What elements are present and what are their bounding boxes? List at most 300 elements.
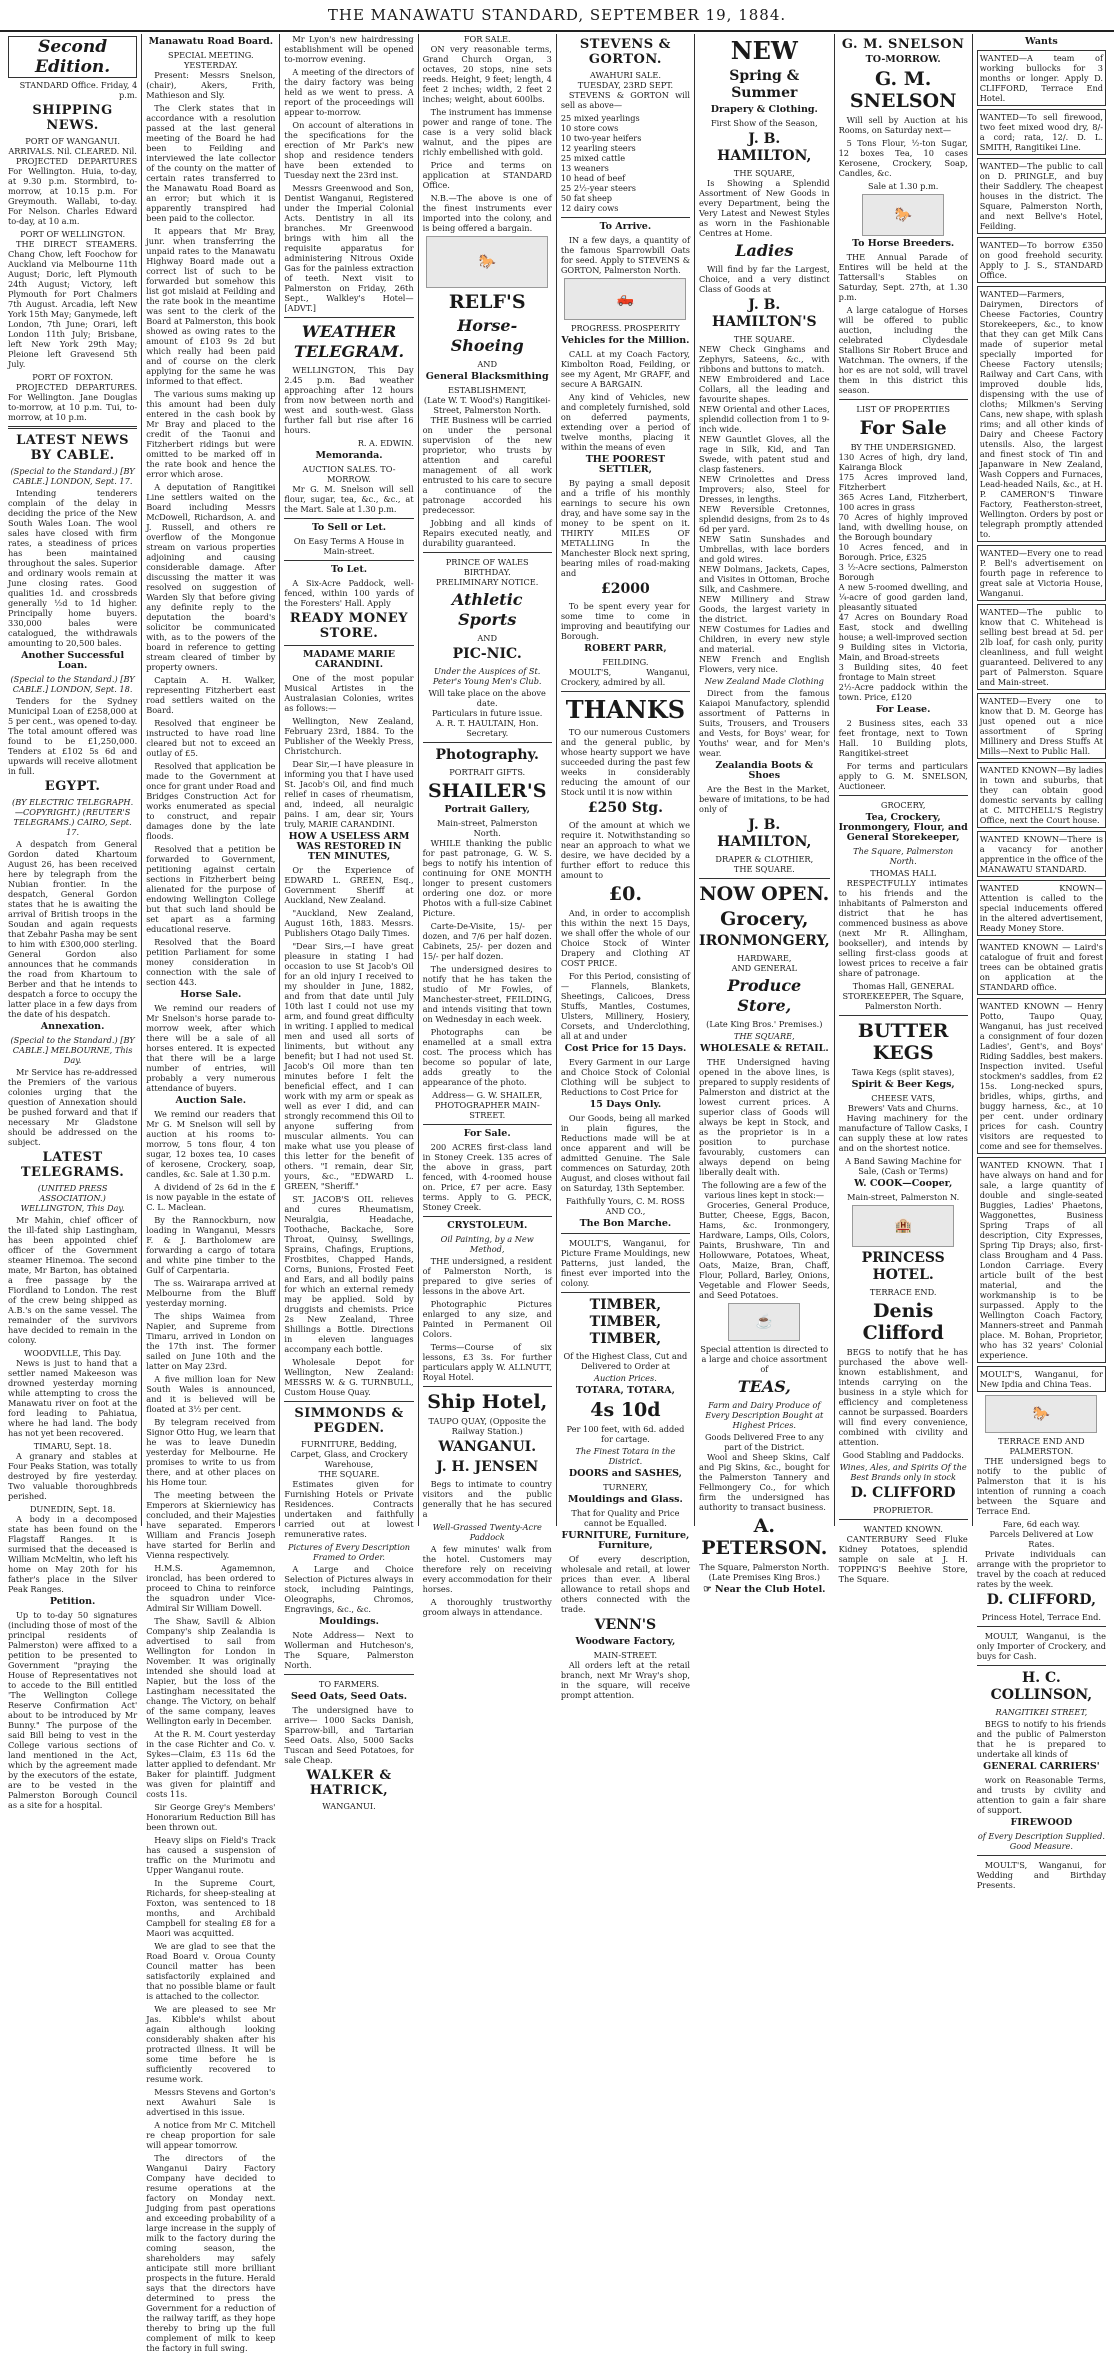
coach-illustration-2: 🐎 (985, 1395, 1097, 1433)
list-item: 47 Acres on Boundary Road East, stock and dwelling house; a well-improved section (838, 612, 968, 642)
establishment-address: (Late W. T. Wood's) Rangitikei-Street, Palmerston North. (423, 395, 551, 415)
draper-clothier: DRAPER & CLOTHIER, (715, 854, 814, 864)
auction-prices: Auction Prices. (594, 1373, 657, 1383)
picnic-club: Under the Auspices of St. Peter's Young Men's Club. (432, 666, 542, 686)
for-sale: For Sale (859, 417, 947, 439)
stabling: Good Stabling and Paddocks. (842, 1450, 964, 1460)
office-line: STANDARD Office. Friday, 4 p.m. (19, 80, 138, 100)
following: The following are a few of the various lines kept in stock:— (702, 1180, 827, 1200)
auction-p18: A notice from Mr C. Mitchell re cheap proportion for sale will appear tomorrow. (146, 2120, 276, 2150)
memo-sub: AUCTION SALES. TO-MORROW. (302, 464, 396, 484)
butter-kegs: BUTTER KEGS (857, 1020, 949, 1064)
near-club-text: Near the Club Hotel. (714, 1584, 826, 1595)
denis-clifford: Denis Clifford (862, 1300, 944, 1344)
portrait-gifts: PORTRAIT GIFTS. (449, 767, 526, 777)
stg-amount: £250 Stg. (587, 800, 663, 816)
list-of-properties: LIST OF PROPERTIES (856, 404, 950, 414)
snelson-p1: Will sell by Auction at his Rooms, on Saturday next— (838, 115, 968, 135)
weather-heading: WEATHER TELEGRAM. (293, 322, 405, 361)
list-item: NEW Gauntlet Gloves, all the rage in Silk, Kid, and Tan Swede, with patent stud and clasp fasteners. (699, 434, 830, 474)
thanks: THANKS (565, 695, 686, 724)
grocery-text: Tea, Crockery, Ironmongery, Flour, and General Storekeeper, (838, 812, 968, 843)
thanks-p6: Our Goods, being all marked in plain figures, the Reductions made will be at once apparent and will be admitted Genuine. The Sale commences on Saturday, 20th August, and closes without fail on Saturday, 13th September. (560, 1113, 691, 1193)
rule (284, 1401, 413, 1402)
want-ad: WANTED—Farmers, Dairymen, Directors of Cheese Factories, Country Storekeepers, &c., to know that they can get Milk Cans made of superior metal specially imported for Cheese Factory utensils; Railway and Cart Cans, with improved double lids, dispensing with the use of cloths; Milkmen's Serving Cans, new shape, with splash rims; and all other kinds of Dairy and Cheese Factory utensils. Also, the largest and finest stock of Tin and Japanware in New Zealand, Wash Coppers and Furnaces, Lead-headed Nails, &c., at H. P. CAMERON'S Tinware Factory, Featherston-street, Wellington. Orders by post or telegraph promptly attended to. (977, 286, 1106, 542)
egypt-heading: EGYPT. (44, 779, 101, 794)
simmonds-sub: FURNITURE, Bedding, Carpet, Glass, and Crockery Warehouse, (290, 1439, 408, 1469)
timber-p4: Of every description, wholesale and retail, at lower prices than ever. A liberal allowance to retail shops and others connected with the trade. (560, 1554, 691, 1614)
the-square-3: THE SQUARE. (733, 864, 795, 874)
want-ad: WANTED KNOWN — Henry Potto, Taupo Quay, Wanganui, has just received a consignment of four dozen Ladies', Gent's, and Boys' Riding Saddles, best makers. Inspection invited. Useful stockmen's saddles, from £2 15s. Long-necked spurs, bridles, whips, girths, and buggy harness, &c., at 10 per cent. under ordinary prices for cash. Country visitors are requested to come and see for themselves. (977, 998, 1106, 1154)
awahuri-sale: AWAHURI SALE. (589, 70, 661, 80)
tomorrow: TO-MORROW. (865, 54, 941, 65)
princess-hotel: PRINCESS HOTEL. (861, 1250, 945, 1283)
zero-amount: £0. (608, 883, 642, 905)
and-general: AND GENERAL (731, 963, 797, 973)
photography: Photography. (435, 747, 539, 763)
days-only: 15 Days Only. (589, 1099, 662, 1110)
list-item: 365 Acres Land, Fitzherbert, 100 acres in grass (838, 492, 968, 512)
timaru-dateline: TIMARU, Sept. 18. (33, 1441, 112, 1451)
auction-p8: The meeting between the Emperors at Skierniewicy has concluded, and their Majesties have separated. Emperors William and Francis Joseph have started for Berlin and Vienna respectively. (146, 1490, 276, 1560)
thanks-p2: Of the amount at which we require it. Notwithstanding so near an approach to what we desire, we have decided by a further effort to reduce this amount to (560, 820, 691, 880)
list-item: NEW French and English Flowers, very nice. (699, 654, 830, 674)
lease-text: 2 Business sites, each 33 feet frontage, next to Town Hall. 10 Building plots, Rangitikei-street (838, 718, 968, 758)
want-ad: WANTED KNOWN — Laird's catalogue of fruit and forest trees can be obtained gratis on application at the STANDARD office. (977, 939, 1106, 995)
wholesale-retail: WHOLESALE & RETAIL. (699, 1043, 829, 1054)
hamiltons: J. B. HAMILTON'S (711, 297, 817, 330)
shailer-p3: The undersigned desires to notify that he has taken the studio of Mr Fowles, of Manchester-street, FEILDING, and intends visiting that town on Wednesday in each week. (422, 964, 552, 1024)
zealandia-boots: Zealandia Boots & Shoes (715, 760, 814, 781)
picnic-particulars: Particulars in future issue. (432, 708, 543, 718)
tolet-text: On Easy Terms A House in Main-street. (293, 536, 405, 556)
carandini-heading: MADAME MARIE CARANDINI. (302, 649, 396, 670)
loan-heading: Another Successful Loan. (21, 650, 125, 671)
masthead: THE MANAWATU STANDARD, SEPTEMBER 19, 1884. (0, 0, 1114, 32)
list-item: NEW Millinery and Straw Goods, the largest variety in the district. (699, 594, 830, 624)
grocery-square: The Square, Palmerston North. (853, 846, 954, 866)
list-item: 3 ½-Acre sections, Palmerston Borough (838, 562, 968, 582)
by-undersigned: BY THE UNDERSIGNED. (850, 442, 956, 452)
open-text: THE Undersigned having opened in the above lines, is prepared to supply residents of Palmerston and district at the lowest current prices. A superior class of Goods will always be kept in Stock, and as the proprietor is in a position to purchase favourably, customers can always depend on being liberally dealt with. (699, 1057, 830, 1177)
wanted-text: CANTERBURY Seed Fluke Kidney Potatoes, splendid sample on sale at J. H. TOPPING'S Beehive Store, The Square. (838, 1534, 968, 1584)
oil-p3: Terms—Course of six lessons, £3 3s. For further particulars apply W. ALLNUTT, Royal Hotel. (422, 1342, 552, 1382)
cook-cooper: W. COOK—Cooper, (854, 1178, 953, 1189)
rule (284, 317, 413, 318)
useless-arm-heading: HOW A USELESS ARM WAS RESTORED IN TEN MINUTES, (288, 831, 410, 862)
list-item: 10 head of beef (560, 173, 626, 183)
ironmongery: IRONMONGERY, (699, 933, 830, 949)
timber-p3: That for Quality and Price cannot be Equalled. (571, 1508, 680, 1528)
seed-oats-heading: Seed Oats, Seed Oats. (290, 1691, 408, 1702)
organ-p3: Price and terms on application at STANDARD Office. (422, 160, 552, 190)
want-ad: WANTED—A team of working bullocks for 3 months or longer. Apply D. CLIFFORD, Terrace End Hotel. (977, 50, 1106, 106)
walker-place: WANGANUI. (322, 1801, 376, 1811)
list-item: NEW Oriental and other Laces, splendid collection from 1 to 9-inch wide. (699, 404, 830, 434)
stevens-gorton: STEVENS & GORTON. (579, 37, 671, 67)
let-text: A Six-Acre Paddock, well-fenced, within 100 yards of the Foresters' Hall. Apply (284, 578, 414, 608)
carandini-p3: Dear Sir,—I have pleasure in informing you that I have used St. Jacob's Oil, and find much relief in cases of rheumatism, and, indeed, all neuralgic pains. I am, dear sir, Yours truly, MARIE CARANDINI. (284, 759, 414, 829)
rule (839, 399, 968, 400)
oil-p2: Photographic Pictures enlarged to any size, and Painted in Permanent Oil Colors. (422, 1299, 552, 1339)
petition-text: Up to to-day 50 signatures (including those of most of the principal residents of Palmerston) were affixed to a petition to be presented to Government "praying the House of Representatives not to accede to the Bill entitled 'The Wellington College Reserve Confirmation Act' about to be introduced by Mr Bunny." The purpose of the said Bill being to vest in the College various sections of land mentioned in the Act, which by the agreement made by the executors of the estate, are to be vested in the Palmerston Borough Council as a site for a hospital. (8, 1610, 138, 1810)
annex-text: Mr Service has re-addressed the Premiers of the various colonies urging that the question of Annexation should be pushed forward and that if necessary Mr Gladstone should be addressed on the subject. (8, 1067, 138, 1147)
auction-p19: The directors of the Wanganui Dairy Factory Company have decided to resume operations at the factory on Monday next. Judging from past operations and exceeding probability of a large increase in the supply of milk to the factory during the coming season, the shareholders may safely anticipate still more brilliant prospects in the future. Herald says that the directors have determined to press the Government for a reduction of the railway tariff, as they hope thereby to bring up the full complement of milk to keep the factory in full swing. (146, 2153, 276, 2353)
list-item: NEW Embroidered and Lace Collars, all the leading and favourite shapes. (699, 374, 830, 404)
board-p2: The Clerk states that in accordance with a resolution passed at the last general meeting of the Board he had been to Feilding and interviewed the late collector of the county on the matter of certain rates transferred to the Manawatu Road Board as an error; but which it is apparently transpired had been paid to the collector. (146, 103, 276, 223)
auction-p16: We are pleased to see Mr Jas. Kibble's whilst about again although looking considerably shaken after his protracted illness. It will be some time before he is sufficiently recovered to resume work. (146, 2004, 276, 2084)
relf-text-2: Jobbing and all kinds of Repairs executed neatly, and durability guaranteed. (422, 518, 552, 548)
cost-price: Cost Price for 15 Days. (564, 1043, 687, 1054)
for-lease: For Lease. (875, 704, 931, 715)
oil-p1: THE undersigned, a resident of Palmerston North, is prepared to give series of lessons in the above Art. (422, 1256, 552, 1296)
wellington-port: PORT OF WELLINGTON. (20, 229, 126, 239)
relf-text: THE Business will be carried on under the personal supervision of the new proprietor, who trusts by attention and careful management of all work entrusted to his care to secure a continuance of the patronage accorded his predecessor. (422, 415, 552, 515)
arrivals: ARRIVALS. Nil. CLEARED. Nil. (8, 146, 137, 156)
latest-heading: LATEST TELEGRAMS. (20, 1150, 125, 1180)
moult-frames: MOULT'S, Wanganui, for Picture Frame Mouldings, new Patterns, just landed, the finest ever imported into the colony. (560, 1238, 691, 1288)
egypt-text: A despatch from General Gordon dated Khartoum August 26, has been received here by telegraph from the Nubian frontier. In the despatch, General Gordon states that he is awaiting the arrival of British troops in the Soudan and again requests that Zebahr Pasha may be sent to him with £300,000 sterling. General Gordon also announces that he commands the road from Khartoum to Berber and that he intends to despatch a force to occupy the latter place in a few days from the date of his despatch. (8, 839, 138, 1019)
cable-sub: (Special to the Standard.) [BY CABLE.] LONDON, Sept. 17. (10, 466, 135, 486)
horse-sale-heading: Horse Sale. (180, 989, 242, 1000)
hotel-illustration: 🏨 (852, 1205, 954, 1247)
thanks-p3: And, in order to accomplish this within the next 15 Days, we shall offer the whole of our Choice Stock of Winter Drapery and Clothing AT COST PRICE. (560, 908, 691, 968)
wanted-known: WANTED KNOWN. (863, 1524, 943, 1534)
property-list (839, 452, 968, 702)
ross: Faithfully Yours, C. M. ROSS AND CO., (565, 1196, 685, 1216)
column-2 (141, 34, 279, 2353)
pictures-heading: Pictures of Every Description Framed to Order. (287, 1542, 411, 1562)
rule (284, 560, 413, 561)
ladies-text: Will find by far the Largest, Choice, and a very distinct Class of Goods at (699, 264, 830, 294)
zealandia-text: Are the Best in the Market, beware of imitations, to be had only of (699, 784, 830, 814)
board-heading: Manawatu Road Board. (148, 36, 274, 47)
forsale2-heading: For Sale. (463, 1128, 511, 1139)
carandini-p2: Wellington, New Zealand, February 23rd, 1884. To the Publisher of the Weekly Press, Christchurch. (284, 716, 414, 756)
furniture: FURNITURE, Furniture, Furniture, (561, 1530, 690, 1551)
want-ad: WANTED KNOWN—There is a vacancy for another apprentice in the office of the MANAWATU STANDARD. (977, 831, 1106, 877)
hall-text: RESPECTFULLY intimates to his friends and the inhabitants of Palmerston and district that he has commenced business as above (next Mr R. Allingham, bookseller), and intends by selling first-class goods at lowest prices to receive a fair share of patronage. (838, 878, 968, 978)
ready-money-store: READY MONEY STORE. (289, 611, 409, 641)
want-ad: WANTED KNOWN—By ladies in town and suburbs, that they can obtain good domestic servants by calling at C. MITCHELL'S Registry Office, next the Court house. (977, 762, 1106, 828)
pictures-text: A Large and Choice Selection of Pictures always in stock, including Paintings, Oleographs, Chromos, Engravings, &c., &c. (284, 1564, 414, 1614)
venns: VENN'S (594, 1617, 657, 1633)
feilding: FEILDING. (602, 657, 649, 667)
list-item: NEW Crinolettes and Dress Improvers; also, Steel for Dresses, in lengths. (699, 474, 830, 504)
wanganui: WANGANUI. (438, 1439, 537, 1455)
list-item: 12 dairy cows (560, 203, 619, 213)
shailer-p1: WHILE thanking the public for past patronage, G. W. S. begs to notify his intention of continuing for ONE MONTH longer to present customers ordering one doz. or more Photos with a full-size Cabinet Picture. (422, 838, 552, 918)
weather-text: WELLINGTON, This Day 2.45 p.m. Bad weather approaching after 12 hours from now between north and west and south-west. Glass further fall but rise after 16 hours. (284, 365, 414, 435)
auction-p15: We are glad to see that the Road Board v. Oroua County Council matter has been satisfactorily explained and that no possible blame or fault is attached to the collector. (146, 1941, 276, 2001)
timaru-text: A granary and stables at Four Peaks Station, was totally destroyed by fire yesterday. Two valuable thoroughbreds perished. (8, 1451, 138, 1501)
rule (977, 1855, 1106, 1856)
auction-p6: A five million loan for New South Wales is announced, and it is believed will be floated at 3½ per cent. (146, 1374, 276, 1414)
jensen-p1: Begs to intimate to country visitors and the public generally that he has secured a (422, 1479, 552, 1519)
rule (284, 518, 413, 519)
rule (423, 1124, 552, 1125)
lines-text: Groceries, General Produce, Butter, Cheese, Eggs, Bacon, Hams, &c. Ironmongery, Hardware, Lamps, Oils, Colors, Paints, Brushware, Tin and Hollowware, Potatoes, Wheat, Oats, Maize, Bran, Chaff, Flour, Pollard, Barley, Onions, Vegetable and Flower Seeds, and Seed Potatoes. (699, 1200, 830, 1300)
moult-importer: MOULT, Wanganui, is the only Importer of Crockery, and buys for Cash. (976, 1631, 1106, 1661)
list-item: 25 mixed cattle (560, 153, 626, 163)
auction-p1: We remind our readers that Mr G. M Snelson will sell by auction at his rooms to-morrow, 5 tons flour, 4 ton sugar, 12 boxes tea, 10 cases of kerosene, Crockery, soap, candles, &c. Sale at 1.30 p.m. (146, 1109, 276, 1179)
lyon-p3: On account of alterations in the specifications for the erection of Mr Park's new shop and residence tenders have been extended to Tuesday next the 23rd inst. (284, 120, 414, 180)
cable-text: Intending tenderers complain of the delay in deciding the price of the New South Wales Loan. The wool sales have closed with firm rates, a steadiness of prices has been maintained throughout the sales. Superior and ordinary wools remain at June closing rates. Good qualities 1d. and crossbreds generally ½d to 1d higher. Principally home buyers. 330,000 bales were catalogued, the withdrawals amounting to 20,500 bales. (8, 488, 138, 648)
board-p4: The various sums making up this amount had been duly entered in the cash book by Mr Bray and placed to the credit of the Taonui and Fitzherbert ridings but were omitted to be marked off in the rate book and hence the error which arose. (146, 389, 276, 479)
let-heading: To Let. (330, 564, 368, 575)
first-show: First Show of the Season, (710, 118, 818, 128)
auction-p4: The ss. Wairarapa arrived at Melbourne from the Bluff yesterday morning. (146, 1278, 276, 1308)
rule (977, 1665, 1106, 1666)
mouldings-glass: Mouldings and Glass. (568, 1494, 683, 1505)
auction-p14: In the Supreme Court, Richards, for sheep-stealing at Foxton, was sentenced to 18 months, and Archibald Campbell for stealing £8 for a Maori was acquitted. (146, 1878, 276, 1938)
preliminary-notice: PRELIMINARY NOTICE. (436, 577, 539, 587)
and-2: AND (477, 633, 498, 643)
snelson-p3: Sale at 1.30 p.m. (867, 181, 939, 191)
want-ad: WANTED—Every one to read P. Bell's advertisement on fourth page in reference to great sale at Victoria House, Wanganui. (977, 545, 1106, 601)
horse-illustration: 🐎 (862, 194, 944, 236)
vehicles-p2: Any kind of Vehicles, new and completely furnished, sold on deferred payments, extending over a period of twelve months, placing it within the means of even (560, 392, 691, 452)
picnic-date: Will take place on the above date. (428, 688, 546, 708)
proprietor: PROPRIETOR. (873, 1505, 934, 1515)
hamilton-2: J. B. HAMILTON, (717, 817, 812, 850)
egypt-sub: (BY ELECTRIC TELEGRAPH.—COPYRIGHT.) (REUTER'S TELEGRAMS.) CAIRO, Sept. 17. (12, 797, 134, 837)
annex-heading: Annexation. (40, 1021, 105, 1032)
paddock: Well-Grassed Twenty-Acre Paddock (432, 1522, 542, 1542)
horse-sale-text: We remind our readers of Mr Snelson's horse parade to-morrow week, after which there will be a sale of all horses entered. It is expected that there will be a large number of entries, will probably a very numerous attendance of buyers. (146, 1003, 276, 1093)
foxton-port: PORT OF FOXTON. (32, 372, 113, 382)
new-goods-list (699, 344, 830, 674)
rule (423, 1216, 552, 1217)
shailers: SHAILER'S (427, 780, 547, 802)
acres-text: 200 ACRES first-class land in Stoney Creek. 135 acres of the above in grass, part fenced, with 4-roomed house on. Price, £7 per acre. Easy terms. Apply to G. PECK, Stoney Creek. (422, 1142, 552, 1212)
ladies: Ladies (735, 241, 794, 260)
venn-text: All orders left at the retail branch, next Mr Wray's shop, in the square, will receive prompt attention. (560, 1660, 691, 1700)
peterson: A. PETERSON. (701, 1515, 828, 1559)
want-ad: WANTED KNOWN—Attention is called to the special inducements offered in the altered advertisement, Ready Money Store. (977, 880, 1106, 936)
collinson-text: BEGS to notify to his friends and the public of Palmerston that he is prepared to undertake all kinds of (976, 1719, 1106, 1759)
clifford-text: BEGS to notify that he has purchased the above well-known establishment, and intends carrying on the business in a style which for efficiency and completeness cannot be surpassed. Boarders will find every convenience, combined with civility and attention. (838, 1347, 968, 1447)
column-6 (694, 34, 834, 1595)
tolet-heading: To Sell or Let. (311, 522, 387, 533)
jensen-p3: A thoroughly trustworthy groom always in attendance. (422, 1597, 552, 1617)
and-1: AND (477, 359, 498, 369)
near-club (699, 1585, 830, 1595)
the-square-4: THE SQUARE, (733, 1031, 795, 1041)
now-open: NOW OPEN. (699, 883, 830, 905)
rule (839, 1519, 968, 1520)
organ-p4: N.B.—The above is one of the finest instruments ever imported into the colony, and is being offered a bargain. (422, 193, 552, 233)
sale-date: TUESDAY, 23RD SEPT. (577, 80, 674, 90)
delivered: Goods Delivered Free to any part of the District. (704, 1432, 824, 1452)
column-8 (972, 34, 1110, 1890)
poorest-settler: THE POOREST SETTLER, (585, 454, 666, 475)
rule (561, 1233, 690, 1234)
two-thousand: £2000 (601, 581, 650, 597)
wants-heading: Wants (1025, 36, 1058, 47)
farm-produce: Farm and Dairy Produce of Every Description Bought at Highest Prices. (705, 1400, 824, 1430)
rule (8, 426, 137, 429)
list-item: NEW Check Ginghams and Zephyrs, Sateens, &c., with ribbons and buttons to match. (699, 344, 830, 374)
arrive-text: IN a few days, a quantity of the famous Sparrowbill Oats for seed. Apply to STEVENS & GORTON, Palmerston North. (560, 235, 691, 275)
timber-text: Of the Highest Class, Cut and Delivered to Order at (563, 1351, 688, 1371)
produce-store: Produce Store, (727, 976, 802, 1015)
board-p8: Resolved that application be made to the Government at once for grant under Road and Bridges Construction Act for works enumerated as special to construct, and repair damages done by the late floods. (146, 761, 276, 841)
rule (284, 645, 413, 646)
auction-p11: At the R. M. Court yesterday in the case Richter and Co. v. Sykes—Claim, £3 11s 6d the latter applied to defendant. Mr Baker for plaintiff. Judgment was given for plaintiff and costs 11s. (146, 1729, 276, 1799)
princess-terrace: Princess Hotel, Terrace End. (981, 1612, 1102, 1622)
crystoleum: CRYSTOLEUM. (447, 1220, 528, 1231)
farmers-heading: TO FARMERS. (318, 1679, 380, 1689)
athletic-sports: Athletic Sports (451, 590, 523, 629)
auction-p3: By the Rannockburn, now loading in Wanganui, Messrs F. & J. Bartholomew are forwarding a cargo of totara and white pine timber to the Gulf of Carpentaria. (146, 1215, 276, 1275)
newspaper-columns (4, 34, 1110, 2353)
snelson-p2: 5 Tons Flour, ½-ton Sugar, 12 boxes Tea, 10 cases Kerosene, Crockery, Soap, Candles, &c. (838, 138, 968, 178)
list-item: 25 mixed yearlings (560, 113, 640, 123)
list-item: NEW Costumes for Ladies and Children, in every new style and material. (699, 624, 830, 654)
portrait-gallery: Portrait Gallery, (444, 804, 530, 815)
stevens-text: STEVENS & GORTON will sell as above— (560, 90, 691, 110)
list-item: 10 Acres fenced, and in Borough. Price, £325 (838, 542, 968, 562)
want-ad: WANTED KNOWN. That I have always on hand and for sale, a large quantity of double and single-seated Buggies, Ladies' Phaetons, Waggonettes, Business Spring Traps of all description, City Expresses, Spring Tip Drays; also, first-class Brougham and 4 Pass. London Carriage. Every article built of the best material, and the workmanship is to be surpassed. Apply to the Wellington Coach Factory, Manners-street and Panmah place. M. Bohan, Proprietor, who has 32 years' Colonial experience. (977, 1157, 1106, 1363)
foxton-departures: PROJECTED DEPARTURES. For Wellington. Jane Douglas to-morrow, at 10 p.m. Tui, to-morrow, at 10 p.m. (8, 382, 138, 422)
horse-breeders: To Horse Breeders. (852, 238, 955, 249)
pointing-hand-icon: ☞ (703, 1584, 712, 1595)
woodware-factory: Woodware Factory, (575, 1636, 676, 1647)
auction-heading: Auction Sale. (175, 1095, 247, 1106)
lyon-p1: Mr Lyon's new hairdressing establishment will be opened to-morrow evening. (284, 34, 414, 64)
d-clifford: D. CLIFFORD (850, 1485, 956, 1501)
jacobs-oil: ST. JACOB'S OIL relieves and cures Rheumatism, Neuralgia, Headache, Toothache, Backache, Sore Throat, Quinsy, Swellings, Sprains, Chafings, Eruptions, Frostbites, Chapped Hands, Corns, Bunions, Frosted Feet and Ears, and all bodily pains for which an external remedy may be applied. Sold by druggists and chemists. Price 2s New Zealand, Three Shillings a Bottle. Directions in eleven languages accompany each bottle. (284, 1194, 414, 1354)
lyon-p4: Messrs Greenwood and Son, Dentist Wanganui, Registered under the Imperial Colonial Acts. Dentistry in all its branches. Mr Greenwood brings with him all the requisite apparatus for administering Nitrous Oxide Gas for the painless extraction of teeth. Next visit to Palmerston on Friday, 26th Sept., Walkley's Hotel—[ADVT.] (284, 183, 414, 313)
board-p5: A deputation of Rangitikei Line settlers waited on the Board including Messrs McDowell, Richardson, A. and J. Russell, and others re overflow of the Mongonue stream on various properties adjoining and causing considerable damage. After discussing the matter it was resolved on suggestion of Warden Sly that before giving any definite reply to the deputation the board's solicitor be communicated with, as to the powers of the board in reference to getting stream cleared of timber by property owners. (146, 482, 276, 672)
timber: TIMBER, TIMBER, TIMBER, (589, 1297, 662, 1347)
list-item: NEW Dolmans, Jackets, Capes, and Visites in Ottoman, Broche Silk, and Cashmere. (699, 564, 830, 594)
want-ad: WANTED—To borrow £350 on good freehold security. Apply to J. S., STANDARD Office. (977, 237, 1106, 283)
memo-text: Mr G. M. Snelson will sell flour, sugar, tea, &c., &c., at the Mart. Sale at 1.30 p.m. (284, 484, 414, 514)
finest-totara: The Finest Totara in the District. (575, 1446, 676, 1466)
collinson-text-2: work on Reasonable Terms, and trusts by civility and attention to gain a fair share of support. (976, 1775, 1106, 1815)
private-text: Private individuals can arrange with the proprietor to travel by the coach at reduced rates by the week. (976, 1549, 1106, 1589)
wines: Wines, Ales, and Spirits Of the Best Brands only in stock (839, 1462, 967, 1482)
hamilton-1: J. B. HAMILTON, (717, 131, 812, 164)
pic-nic: PIC-NIC. (452, 646, 522, 662)
terrace-end: TERRACE END. (869, 1287, 937, 1297)
spirit-beer: Spirit & Beer Kegs, (851, 1079, 955, 1090)
gms: G. M. SNELSON (849, 68, 957, 112)
latest-sub: (UNITED PRESS ASSOCIATION.) WELLINGTON, This Day. (20, 1183, 125, 1213)
list-item: NEW Reversible Cretonnes, splendid designs, from 2s to 4s 6d per yard. (699, 504, 830, 534)
list-item: NEW Satin Sunshades and Umbrellas, with lace borders and gold wires. (699, 534, 830, 564)
petition-heading: Petition. (49, 1596, 96, 1607)
rule (699, 878, 830, 879)
rule (423, 552, 552, 553)
progress-prosperity: PROGRESS. PROSPERITY (571, 323, 680, 333)
breeders-p2: A large catalogue of Horses will be offered to public auction, including the celebrated Clydesdale Stallions Sir Robert Bruce and Watchman. The owners, if the hor es are not sold, will travel them in this district this season. (838, 305, 968, 395)
auction-p2: A dividend of 2s 6d in the £ is now payable in the estate of C. L. Maclean. (146, 1182, 276, 1212)
coach-illustration: 🛻 (564, 278, 686, 320)
brewers-vats: Brewers' Vats and Churns. (847, 1103, 959, 1113)
collinson: H. C. COLLINSON, (990, 1670, 1093, 1703)
robert-parr: ROBERT PARR, (584, 643, 667, 654)
rule (839, 1015, 968, 1016)
woodville-text: News is just to hand that a settler named Makeeson was drowned yesterday morning while attempting to cross the Manawatu river on foot at the ford leading to Pahiatua, where he had land. The body has not yet been recovered. (8, 1358, 138, 1438)
firewood-text: of Every Description Supplied. Good Measure. (977, 1831, 1105, 1851)
cheese-vats: CHEESE VATS, (871, 1093, 936, 1103)
dunedin-text: A body in a decomposed state has been found on the Flagstaff Ranges. It is surmised that the deceased is William McMeltin, who left his home on May 20th for his father's place in the Silver Peak Ranges. (8, 1514, 138, 1594)
loan-sub: (Special to the Standard.) [BY CABLE.] LONDON, Sept. 18. (10, 674, 135, 694)
ship-hotel: Ship Hotel, (427, 1391, 548, 1413)
woodville-dateline: WOODVILLE, This Day. (23, 1348, 122, 1358)
steamers: THE DIRECT STEAMERS. Chang Chow, left Foochow for Auckland via Melbourne 11th August; Doric, left Plymouth 24th August; Victory, left Plymouth for Port Chalmers 7th August. Arcadia, left New York 15th May; Ganymede, left London, 7th June; Orari, left London 11th July; Brisbane, left New York 29th May; Pleione left Gravesend 5th July. (8, 239, 138, 369)
shipping-heading: SHIPPING NEWS. (32, 103, 113, 133)
column-4 (418, 34, 556, 1617)
useless-p1: Or the Experience of EDWARD L. GREEN, Esq., Government Sheriff at Auckland, New Zealand. (284, 865, 414, 905)
walker-hatrick: WALKER & HATRICK, (306, 1768, 392, 1798)
vehicles-p4: To be spent every year for some time to come in improving and beautifying our Borough. (560, 601, 691, 641)
bon-marche: The Bon Marche. (579, 1218, 672, 1229)
band-saw: A Band Sawing Machine for Sale, (Cash or Terms) (845, 1156, 962, 1176)
spring-summer: Spring & Summer (729, 68, 800, 101)
doors-sashes: DOORS and SASHES, (568, 1468, 682, 1479)
list-item: 9 Building sites in Victoria, Main, and Broad-streets (838, 642, 968, 662)
auction-p17: Messrs Stevens and Gorton's next Awahuri Sale is advertised in this issue. (146, 2087, 276, 2117)
auction-p12: Sir George Grey's Members' Honorarium Reduction Bill has been thrown out. (146, 1802, 276, 1832)
totara-price: 4s 10d (590, 1399, 661, 1421)
jacobs-depot: Wholesale Depot for Wellington, New Zealand: MESSRS W. & G. TURNBULL, Custom House Quay. (284, 1357, 414, 1397)
nz-made-text: Direct from the famous Kaiapoi Manufactory, splendid assortment of Patterns in Suits, Trousers, and Trousers and Vests, for Boys' wear, for Youths' wear, and for Men's wear. (699, 688, 830, 758)
prince-of-wales: PRINCE OF WALES BIRTHDAY. (445, 557, 529, 577)
want-ad: WANTED—The public to call on D. PRINGLE, and buy their Saddlery. The cheapest houses in the district. The Square, Palmerston North, and next Bellve's Hotel, Feilding. (977, 158, 1106, 234)
want-ad: WANTED—To sell firewood, two feet mixed wood dry, 8/- a cord; rata, 12/. D. L. SMITH, Rangitikei Line. (977, 109, 1106, 155)
show-text: Is Showing a Splendid Assortment of New Goods in every Department, being the Very Latest and Newest Styles as worn in the Fashionable Centres at Home. (699, 178, 830, 238)
general-carriers: GENERAL CARRIERS' (983, 1761, 1100, 1772)
hardware: HARDWARE, (737, 953, 792, 963)
board-p10: Resolved that the Board petition Parliament for some money consideration in connection with the sale of section 443. (146, 937, 276, 987)
rangitikei-street: RANGITIKEI STREET, (995, 1707, 1088, 1717)
moult-presents: MOULT'S, Wanganui, for Wedding and Birthday Presents. (976, 1860, 1106, 1890)
terms-text: For terms and particulars apply to G. M. SNELSON, Auctioneer. (838, 761, 968, 791)
lyon-p2: A meeting of the directors of the dairy factory was being held as we went to press. A report of the proceedings will appear to-morrow. (284, 67, 414, 117)
the-square-2: THE SQUARE. (733, 334, 795, 344)
to-arrive: To Arrive. (599, 221, 652, 232)
list-item: 25 2½-year steers (560, 183, 636, 193)
list-item: 70 Acres of highly improved land, with dwelling house, on the Borough boundary (838, 512, 968, 542)
grocery-heading: GROCERY, (880, 800, 926, 810)
jensen-p2: A few minutes' walk from the hotel. Customers may therefore rely on receiving every accommodation for their horses. (422, 1544, 552, 1594)
rule (423, 1386, 552, 1387)
d-clifford-2: D. CLIFFORD, (986, 1592, 1096, 1608)
drapery-clothing: Drapery & Clothing. (710, 104, 818, 115)
cook-address: Main-street, Palmerston N. (847, 1192, 960, 1202)
main-street: MAIN-STREET. (593, 1650, 658, 1660)
simmonds-square: THE SQUARE. (318, 1469, 380, 1479)
memo-heading: Memoranda. (315, 450, 383, 461)
board-p7: Resolved that engineer be instructed to have road line cleared but not to exceed an outlay of £5. (146, 718, 276, 758)
cable-heading: LATEST NEWS BY CABLE. (16, 433, 130, 463)
column-5 (556, 34, 694, 1700)
column-3 (279, 34, 417, 1811)
new-heading: NEW (730, 36, 798, 65)
want-ad: WANTED—The public to know that C. Whitehead is selling best bread at 5d. per 2lb loaf, for cash only, purity cleanliness, and full weight guaranteed. Delivered to any part of Palmerston. Square and Main-street. (977, 604, 1106, 690)
hall-signature: Thomas Hall, GENERAL STOREKEEPER, The Square, Palmerston North. (842, 981, 964, 1011)
board-sub: SPECIAL MEETING. YESTERDAY. (168, 50, 254, 70)
mouldings-heading: Mouldings. (319, 1616, 379, 1627)
organ-p2: The instrument has immense power and range of tone. The case is a very solid black walnut, and the pipes are richly embellished with gold. (422, 107, 552, 157)
list-item: 175 Acres improved land, Fitzherbert (838, 472, 968, 492)
auction-p10: The Shaw, Savill & Albion Company's ship Zealandia is advertised to sail from Wellington for London in November. It was originally intended she should load at Napier, but the loss of the Lastingham necessitated the change. The Victory, on behalf of the same company, leaves Wellington early in December. (146, 1616, 276, 1726)
rule (977, 1626, 1106, 1627)
